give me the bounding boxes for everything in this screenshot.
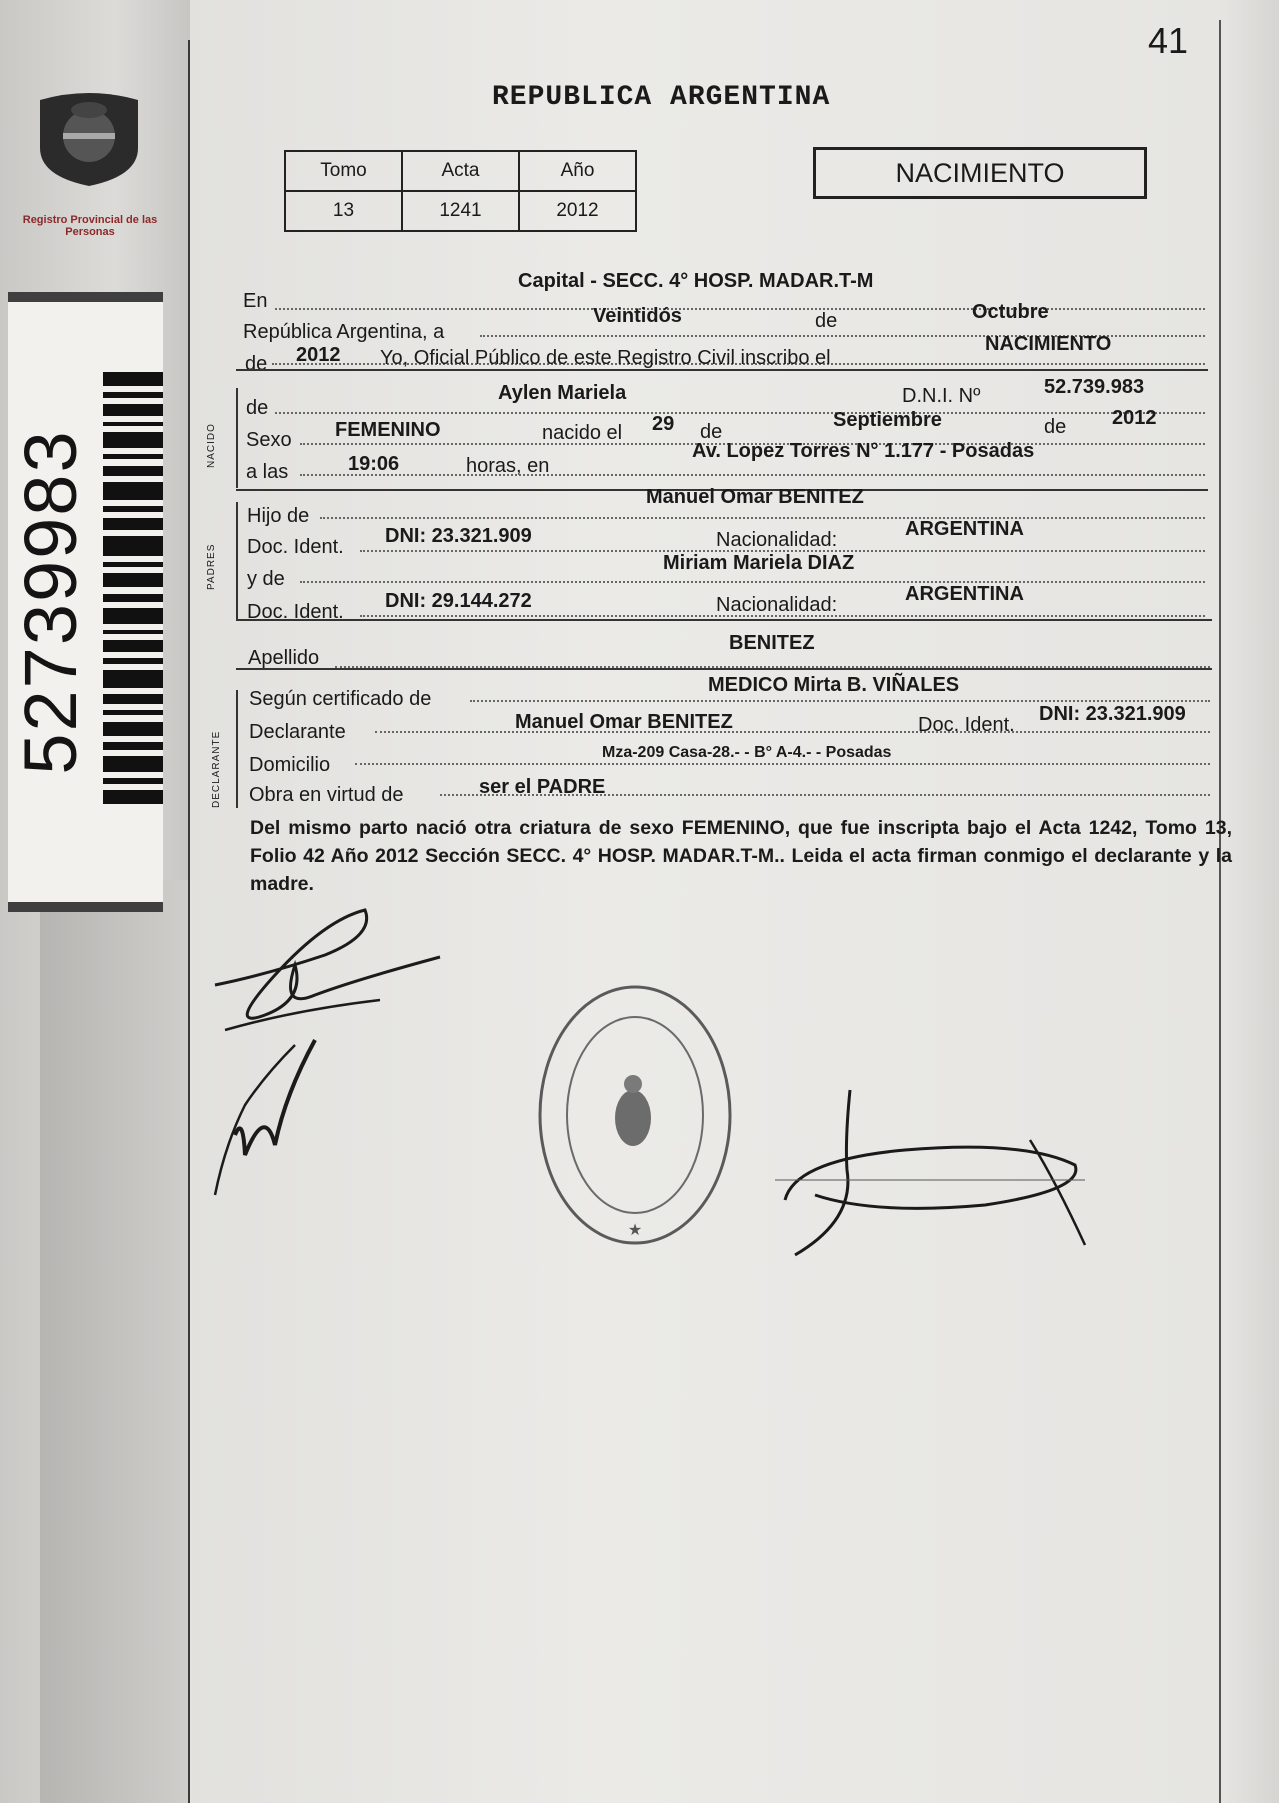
- page-number: 41: [1148, 20, 1189, 61]
- value-mes-nac: Septiembre: [833, 409, 942, 431]
- margin-line-left: [188, 40, 190, 1803]
- value-anio: 2012: [296, 344, 341, 366]
- label-dni: D.N.I. Nº: [902, 385, 981, 407]
- value-anio-nac: 2012: [1112, 407, 1157, 429]
- section-divider: [236, 668, 1212, 670]
- nacido-bracket: [236, 388, 238, 488]
- table-header-tomo: Tomo: [285, 151, 402, 191]
- label-doc-ident-padre: Doc. Ident.: [247, 536, 344, 558]
- barcode-band: [8, 292, 163, 912]
- value-dni: 52.739.983: [1044, 376, 1145, 398]
- table-cell-anio: 2012: [519, 191, 636, 231]
- label-a-las: a las: [246, 461, 289, 483]
- table-cell-tomo: 13: [285, 191, 402, 231]
- record-type-box: NACIMIENTO: [813, 147, 1147, 199]
- value-domicilio: Mza-209 Casa-28.- - B° A-4.- - Posadas: [602, 744, 892, 761]
- padres-bracket: [236, 502, 238, 620]
- country-title: REPUBLICA ARGENTINA: [492, 82, 831, 113]
- registry-logo-icon: [30, 88, 148, 188]
- table-cell-acta: 1241: [402, 191, 519, 231]
- label-doc-ident-madre: Doc. Ident.: [247, 601, 344, 623]
- value-padre: Manuel Omar BENITEZ: [646, 486, 864, 508]
- value-dia: Veintidós: [593, 305, 682, 327]
- declarante-bracket: [236, 690, 238, 808]
- label-de-dia: de: [700, 421, 723, 443]
- label-republica: República Argentina, a: [243, 321, 445, 343]
- value-declarante-doc: DNI: 23.321.909: [1039, 703, 1186, 725]
- label-sexo: Sexo: [246, 429, 292, 451]
- value-declarante: Manuel Omar BENITEZ: [515, 711, 733, 733]
- value-tipo: NACIMIENTO: [985, 333, 1112, 355]
- label-declarante: Declarante: [249, 721, 346, 743]
- label-de-anio2: de: [1044, 416, 1067, 438]
- table-header-anio: Año: [519, 151, 636, 191]
- barcode-icon: [103, 372, 163, 812]
- value-hora: 19:06: [348, 453, 400, 475]
- reference-table: [284, 150, 637, 232]
- value-padre-nac: ARGENTINA: [905, 518, 1024, 540]
- section-padres: PADRES: [206, 543, 217, 590]
- label-nacionalidad-madre: Nacionalidad:: [716, 594, 838, 616]
- value-lugar: Capital - SECC. 4° HOSP. MADAR.T-M: [518, 270, 874, 292]
- value-dia-nac: 29: [652, 413, 675, 435]
- label-de-nombre: de: [246, 397, 269, 419]
- label-en: En: [243, 290, 268, 312]
- label-apellido: Apellido: [248, 647, 320, 669]
- label-y-de: y de: [247, 568, 285, 590]
- table-row: [285, 191, 636, 231]
- value-certificado: MEDICO Mirta B. VIÑALES: [708, 674, 960, 696]
- label-oficial: Yo, Oficial Público de este Registro Civil inscribo el: [380, 347, 831, 369]
- margin-line-right: [1219, 20, 1221, 1803]
- barcode-number: 52739983: [9, 429, 92, 775]
- declarant-signature-icon: [205, 905, 455, 1205]
- label-obra: Obra en virtud de: [249, 784, 404, 806]
- label-hijo-de: Hijo de: [247, 505, 310, 527]
- value-mes: Octubre: [972, 301, 1049, 323]
- value-madre-nac: ARGENTINA: [905, 583, 1024, 605]
- section-declarante: DECLARANTE: [211, 730, 222, 808]
- official-seal-icon: [525, 980, 745, 1250]
- official-signature-icon: [775, 1080, 1105, 1260]
- logo-caption: Registro Provincial de las Personas: [22, 214, 158, 238]
- value-padre-doc: DNI: 23.321.909: [385, 525, 532, 547]
- label-nacido-el: nacido el: [542, 422, 623, 444]
- svg-text:★: ★: [627, 1222, 643, 1239]
- value-nombre: Aylen Mariela: [498, 382, 627, 404]
- label-doc-ident-declarante: Doc. Ident.: [918, 714, 1015, 736]
- section-divider: [236, 619, 1212, 621]
- value-sexo: FEMENINO: [335, 419, 441, 441]
- value-madre: Miriam Mariela DIAZ: [663, 552, 855, 574]
- value-lugar-nac: Av. Lopez Torres N° 1.177 - Posadas: [692, 440, 1035, 462]
- binding-shadow: [40, 880, 190, 1803]
- label-horas-en: horas, en: [466, 455, 550, 477]
- label-segun: Según certificado de: [249, 688, 432, 710]
- section-nacido: NACIDO: [206, 423, 217, 468]
- label-de-anio: de: [245, 353, 268, 375]
- value-apellido: BENITEZ: [729, 632, 815, 654]
- label-de-mes: de: [815, 310, 838, 332]
- table-header-row: [285, 151, 636, 191]
- label-domicilio: Domicilio: [249, 754, 331, 776]
- label-nacionalidad-padre: Nacionalidad:: [716, 529, 838, 551]
- value-madre-doc: DNI: 29.144.272: [385, 590, 532, 612]
- value-obra: ser el PADRE: [479, 776, 606, 798]
- section-divider: [236, 369, 1208, 371]
- birth-note-paragraph: Del mismo parto nació otra criatura de sexo FEMENINO, que fue inscripta bajo el Acta 1242, Tomo 13, Folio 42 Año 2012 Sección SECC. 4° HOSP. MADAR.T-M.. Leida el acta firman conmigo el declarante y la madre.: [250, 817, 1232, 895]
- table-header-acta: Acta: [402, 151, 519, 191]
